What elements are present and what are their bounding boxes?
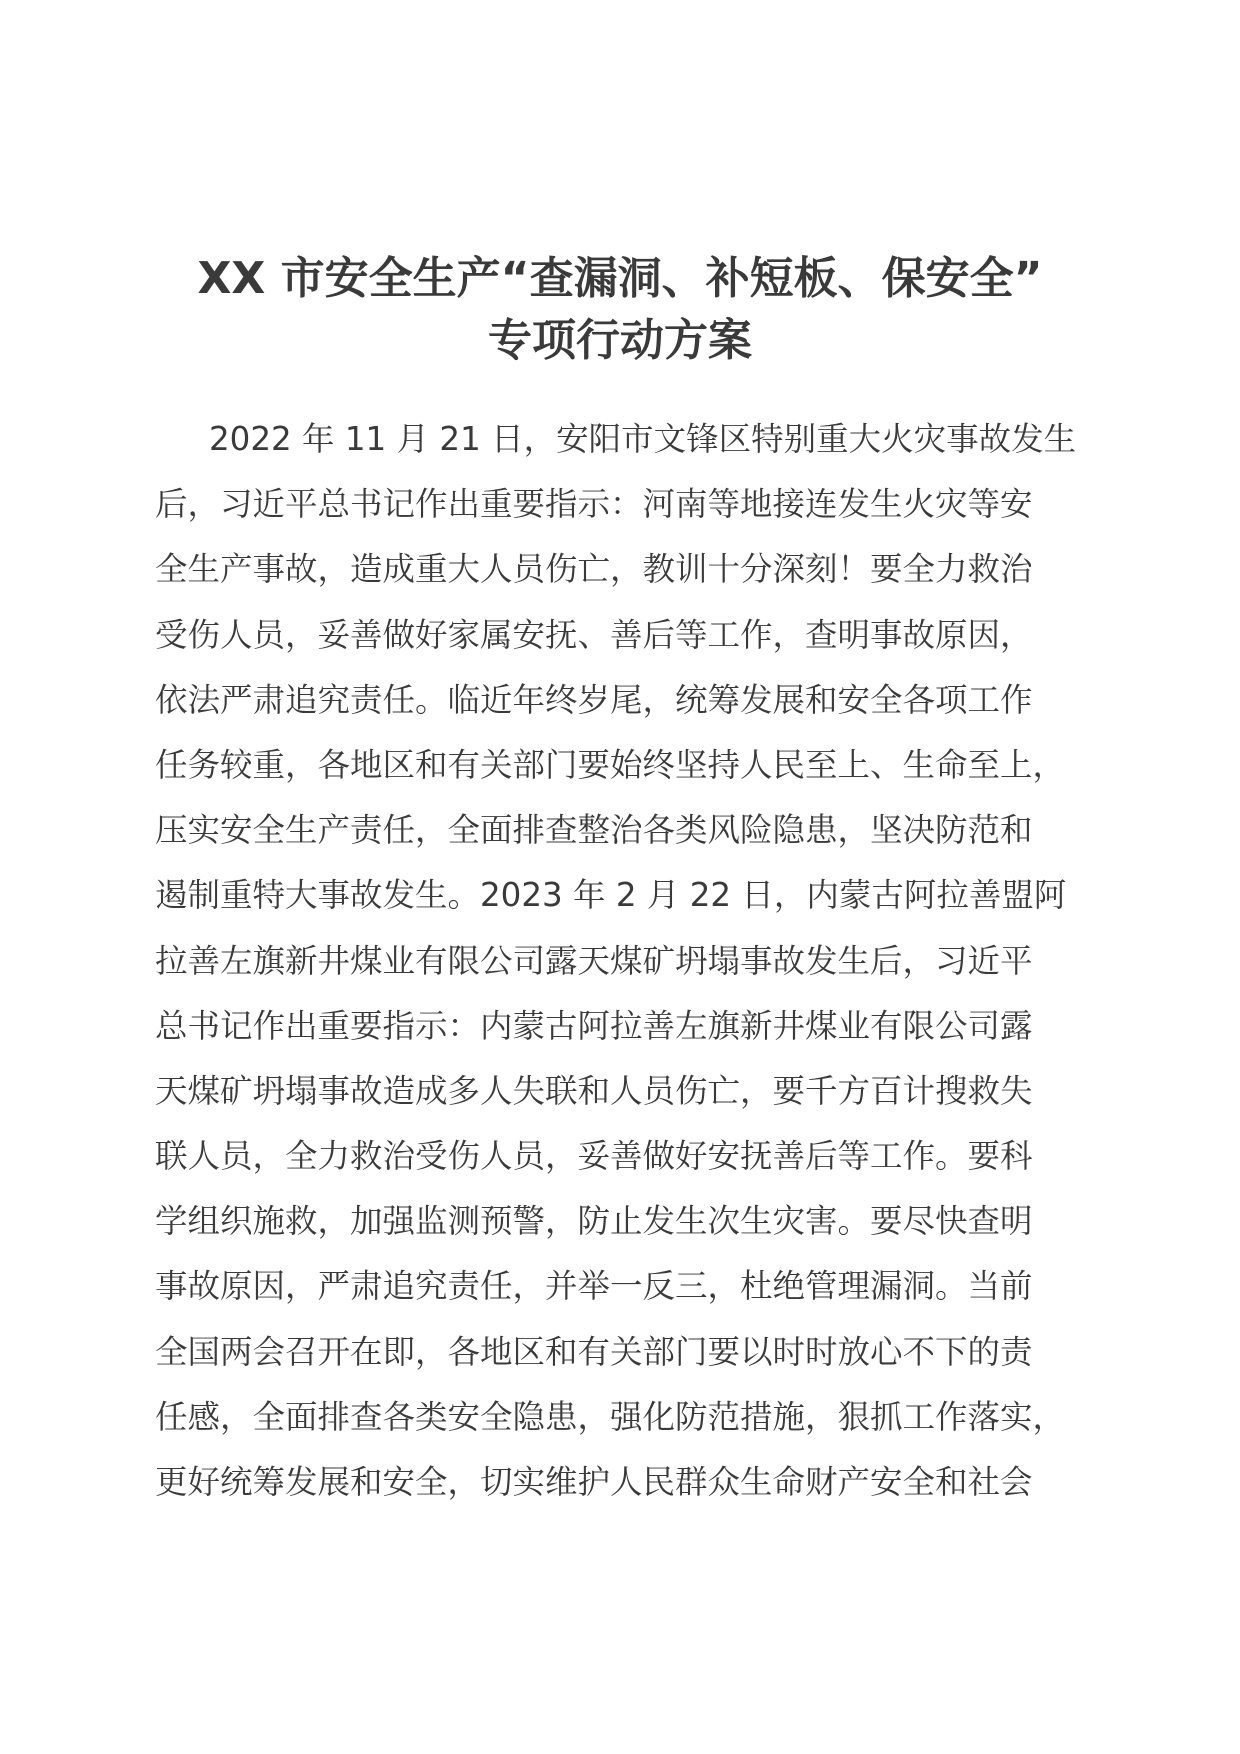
paragraph-line: 全生产事故，造成重大人员伤亡，教训十分深刻！要全力救治 (155, 550, 1033, 589)
document-title (150, 248, 1090, 372)
paragraph-line: 拉善左旗新井煤业有限公司露天煤矿坍塌事故发生后，习近平 (155, 941, 1033, 980)
paragraph-line: 任务较重，各地区和有关部门要始终坚持人民至上、生命至上， (155, 745, 1066, 784)
paragraph-line: 总书记作出重要指示：内蒙古阿拉善左旗新井煤业有限公司露 (155, 1006, 1033, 1045)
paragraph-line: 联人员，全力救治受伤人员，妥善做好安抚善后等工作。要科 (155, 1137, 1033, 1176)
paragraph-line: 全国两会召开在即，各地区和有关部门要以时时放心不下的责 (155, 1332, 1033, 1371)
paragraph-line: 任感，全面排查各类安全隐患，强化防范措施，狠抓工作落实， (155, 1397, 1066, 1436)
title-line: XX 市安全生产“查漏洞、补短板、保安全” (197, 253, 1043, 304)
paragraph-line: 后，习近平总书记作出重要指示：河南等地接连发生火灾等安 (155, 485, 1033, 524)
document-body (155, 407, 1095, 1515)
paragraph-line: 事故原因，严肃追究责任，并举一反三，杜绝管理漏洞。当前 (155, 1267, 1033, 1306)
title-line: 专项行动方案 (488, 315, 752, 366)
paragraph-line: 2022 年 11 月 21 日，安阳市文锋区特别重大火灾事故发生 (209, 420, 1077, 458)
paragraph-line: 遏制重特大事故发生。2023 年 2 月 22 日，内蒙古阿拉善盟阿 (155, 876, 1067, 915)
paragraph-line: 依法严肃追究责任。临近年终岁尾，统筹发展和安全各项工作 (155, 680, 1033, 719)
paragraph-line: 更好统筹发展和安全，切实维护人民群众生命财产安全和社会 (155, 1463, 1033, 1501)
paragraph-line: 学组织施救，加强监测预警，防止发生次生灾害。要尽快查明 (155, 1202, 1033, 1241)
paragraph-line: 天煤矿坍塌事故造成多人失联和人员伤亡，要千方百计搜救失 (155, 1071, 1033, 1110)
paragraph-line: 压实安全生产责任，全面排查整治各类风险隐患，坚决防范和 (155, 811, 1033, 850)
paragraph-line: 受伤人员，妥善做好家属安抚、善后等工作，查明事故原因， (155, 615, 1033, 654)
